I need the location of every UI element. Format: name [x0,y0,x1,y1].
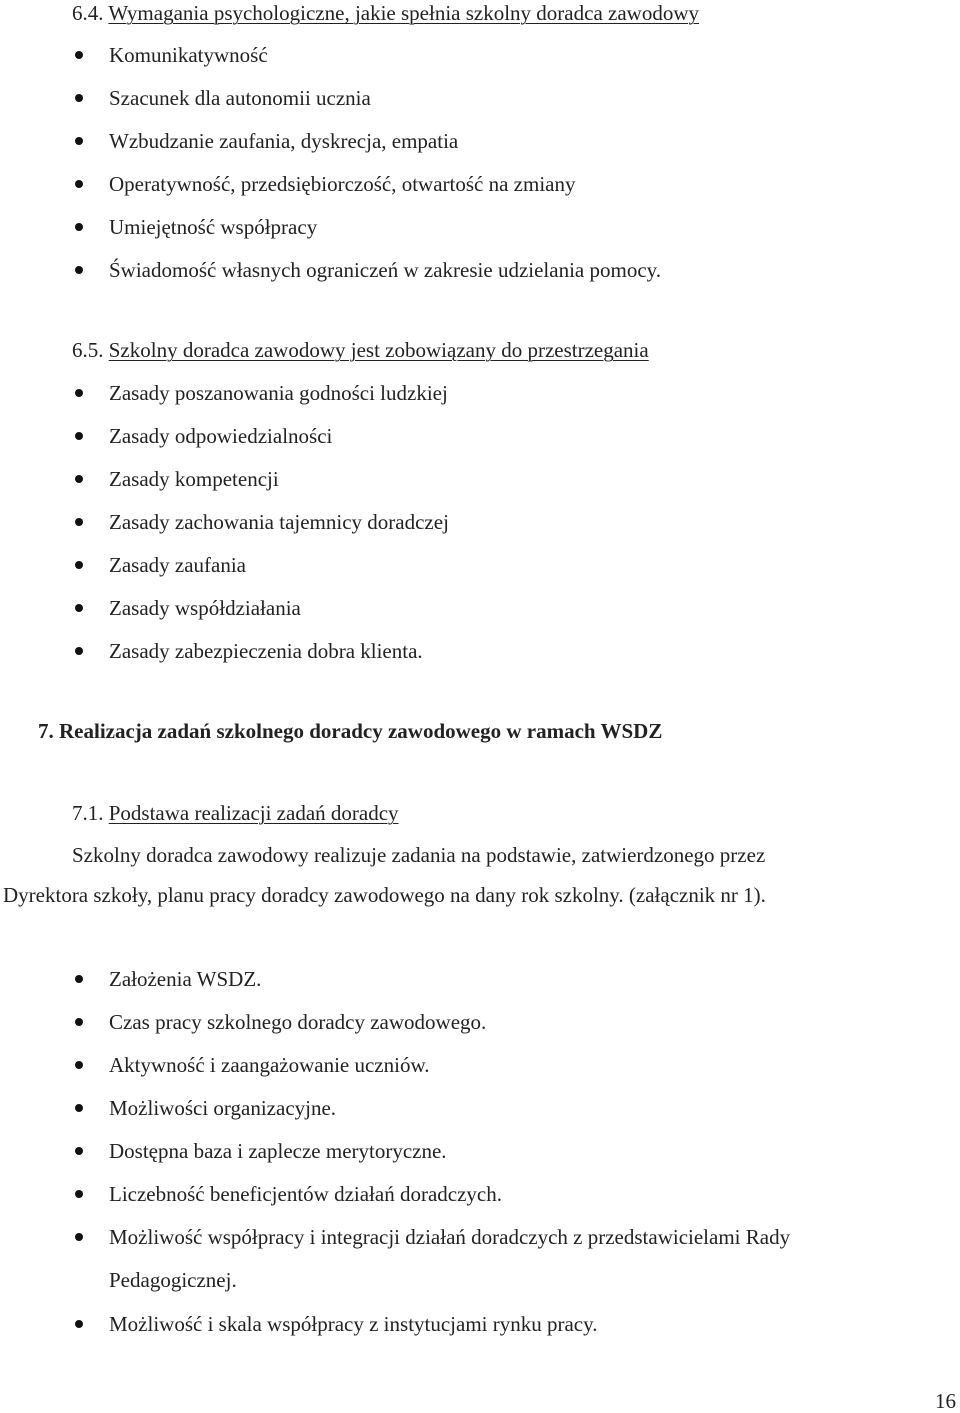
section-6-4-heading [72,0,699,26]
list-item: Możliwość współpracy i integracji działań doradczych z przedstawicielami Rady Pedagogicznej. [75,1216,909,1302]
list-item: Zasady odpowiedzialności [75,423,449,466]
list-item: Zasady zaufania [75,552,449,595]
list-item: Aktywność i zaangażowanie uczniów. [75,1052,909,1078]
list-item: Zasady zabezpieczenia dobra klienta. [75,638,449,681]
list-item: Liczebność beneficjentów działań doradczych. [75,1181,909,1207]
bullet-icon [75,647,83,655]
bullet-icon [75,561,83,569]
list-item: Świadomość własnych ograniczeń w zakresie udzielania pomocy. [75,257,661,300]
bullet-icon [75,1147,83,1155]
wsdz-factors-list [75,966,909,1354]
bullet-icon [75,180,83,188]
section-7-1-paragraph-line-1: Szkolny doradca zawodowy realizuje zadania na podstawie, zatwierdzonego przez [72,843,766,867]
principles-list [75,380,449,681]
section-7-1-paragraph-line-2: Dyrektora szkoły, planu pracy doradcy zawodowego na dany rok szkolny. (załącznik nr 1). [3,883,766,907]
list-item: Zasady poszanowania godności ludzkiej [75,380,449,423]
list-item: Zasady współdziałania [75,595,449,638]
bullet-icon [75,1233,83,1241]
section-7-1-heading [72,800,399,826]
bullet-icon [75,223,83,231]
section-6-5-number: 6.5. [72,338,104,362]
bullet-icon [75,475,83,483]
psychological-requirements-list [75,42,661,300]
list-item: Możliwość i skala współpracy z instytucjami rynku pracy. [75,1311,909,1337]
bullet-icon [75,51,83,59]
bullet-icon [75,604,83,612]
section-7-1-title: Podstawa realizacji zadań doradcy [108,801,399,825]
list-item: Założenia WSDZ. [75,966,909,992]
list-item: Komunikatywność [75,42,661,85]
bullet-icon [75,975,83,983]
bullet-icon [75,1018,83,1026]
section-6-5-title: Szkolny doradca zawodowy jest zobowiązany do przestrzegania [108,338,649,362]
list-item: Możliwości organizacyjne. [75,1095,909,1121]
page-number: 16 [935,1389,956,1413]
bullet-icon [75,389,83,397]
list-item: Szacunek dla autonomii ucznia [75,85,661,128]
bullet-icon [75,1061,83,1069]
section-7-1-number: 7.1. [72,801,104,825]
list-item: Zasady zachowania tajemnicy doradczej [75,509,449,552]
section-6-4-title: Wymagania psychologiczne, jakie spełnia szkolny doradca zawodowy [108,1,699,25]
bullet-icon [75,518,83,526]
list-item: Czas pracy szkolnego doradcy zawodowego. [75,1009,909,1035]
bullet-icon [75,1320,83,1328]
bullet-icon [75,137,83,145]
bullet-icon [75,432,83,440]
bullet-icon [75,1104,83,1112]
list-item: Umiejętność współpracy [75,214,661,257]
bullet-icon [75,266,83,274]
list-item: Wzbudzanie zaufania, dyskrecja, empatia [75,128,661,171]
bullet-icon [75,1190,83,1198]
list-item: Operatywność, przedsiębiorczość, otwartość na zmiany [75,171,661,214]
list-item: Zasady kompetencji [75,466,449,509]
list-item: Dostępna baza i zaplecze merytoryczne. [75,1138,909,1164]
section-6-5-heading [72,337,649,363]
section-6-4-number: 6.4. [72,1,104,25]
bullet-icon [75,94,83,102]
section-7-heading: 7. Realizacja zadań szkolnego doradcy zawodowego w ramach WSDZ [38,719,663,743]
